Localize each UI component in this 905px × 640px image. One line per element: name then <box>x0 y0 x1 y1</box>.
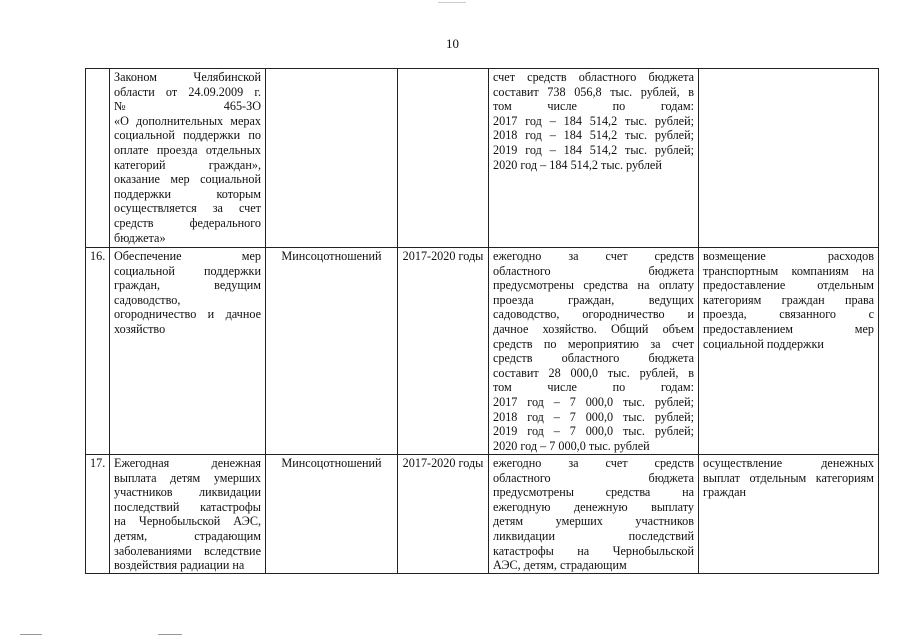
measure-name-cell <box>110 248 266 455</box>
cell-text-line: предусмотрены средства на оплату <box>493 278 694 293</box>
cell-text-line: Ежегодная денежная <box>114 456 261 470</box>
cell-text-line: заболеваниями вследствие <box>114 543 261 558</box>
cell-text-line: проезда, связанного с <box>703 307 874 322</box>
cell-text-line: Обеспечение мер <box>114 249 261 263</box>
cell-text-line: участников ликвидации <box>114 485 261 500</box>
scan-mark-bottom-center <box>158 634 182 635</box>
cell-text-line: 2020 год – 7 000,0 тыс. рублей <box>493 438 650 453</box>
cell-text-line: ежегодно за счет средств <box>493 249 694 263</box>
result-cell <box>699 248 879 455</box>
cell-text-line: областного бюджета <box>493 470 694 485</box>
cell-text-line: 2020 год – 184 514,2 тыс. рублей <box>493 157 662 172</box>
table-row <box>86 455 879 574</box>
executor-cell: Минсоцотношений <box>266 248 398 455</box>
cell-text-line: составит 28 000,0 тыс. рублей, в <box>493 365 694 380</box>
cell-text-line: счет средств областного бюджета <box>493 70 694 84</box>
cell-text-line: оказание мер социальной <box>114 172 261 187</box>
cell-text-line: категорий граждан», <box>114 157 261 172</box>
cell-text-line: хозяйство <box>114 321 166 336</box>
cell-text-line: «О дополнительных мерах <box>114 113 261 128</box>
cell-text-line: 2019 год – 7 000,0 тыс. рублей; <box>493 424 694 439</box>
cell-text-line: осуществление денежных <box>703 456 874 470</box>
cell-text-line: осуществляется за счет <box>114 201 261 216</box>
result-cell <box>699 455 879 574</box>
period-cell: 2017-2020 годы <box>398 455 489 574</box>
cell-text-line: том числе по годам: <box>493 380 694 395</box>
cell-text-line: транспортным компаниям на <box>703 263 874 278</box>
cell-text-line: ликвидации последствий <box>493 528 694 543</box>
period-cell <box>398 69 489 248</box>
cell-text-line: детям умерших участников <box>493 514 694 529</box>
cell-text-line: категориям граждан права <box>703 292 874 307</box>
table-row <box>86 248 879 455</box>
row-number-cell <box>86 69 110 248</box>
row-number-cell: 16. <box>86 248 110 455</box>
cell-text-line: садоводство, огородничество и <box>493 307 694 322</box>
cell-text-line: социальной поддержки <box>703 336 824 351</box>
cell-text-line: областного бюджета <box>493 263 694 278</box>
cell-text-line: области от 24.09.2009 г. <box>114 84 261 99</box>
financing-cell <box>489 455 699 574</box>
cell-text-line: ежегодно за счет средств <box>493 456 694 470</box>
table-row <box>86 69 879 248</box>
cell-text-line: предоставлением мер <box>703 321 874 336</box>
scan-mark-bottom-left <box>20 634 42 635</box>
cell-text-line: огородничество и дачное <box>114 307 261 322</box>
cell-text-line: Законом Челябинской <box>114 70 261 84</box>
cell-text-line: выплата детям умерших <box>114 470 261 485</box>
scan-mark-top <box>438 2 466 3</box>
cell-text-line: катастрофы на Чернобыльской <box>493 543 694 558</box>
cell-text-line: 2017 год – 184 514,2 тыс. рублей; <box>493 113 694 128</box>
cell-text-line: дачное хозяйство. Общий объем <box>493 321 694 336</box>
cell-text-line: социальной поддержки по <box>114 128 261 143</box>
executor-cell: Минсоцотношений <box>266 455 398 574</box>
cell-text-line: социальной поддержки <box>114 263 261 278</box>
cell-text-line: бюджета» <box>114 230 166 245</box>
measure-name-cell <box>110 455 266 574</box>
cell-text-line: предоставление отдельным <box>703 278 874 293</box>
cell-text-line: средств областного бюджета <box>493 351 694 366</box>
financing-cell <box>489 248 699 455</box>
period-cell: 2017-2020 годы <box>398 248 489 455</box>
cell-text-line: садоводство, <box>114 292 181 307</box>
cell-text-line: на Чернобыльской АЭС, <box>114 514 261 529</box>
cell-text-line: детям, страдающим <box>114 528 261 543</box>
cell-text-line: поддержки которым <box>114 186 261 201</box>
cell-text-line: выплат отдельным категориям <box>703 470 874 485</box>
cell-text-line: предусмотрены средства на <box>493 485 694 500</box>
cell-text-line: граждан <box>703 485 747 500</box>
financing-cell <box>489 69 699 248</box>
cell-text-line: 2018 год – 184 514,2 тыс. рублей; <box>493 128 694 143</box>
cell-text-line: граждан, ведущим <box>114 278 261 293</box>
cell-text-line: средств по мероприятию за счет <box>493 336 694 351</box>
cell-text-line: ежегодную денежную выплату <box>493 499 694 514</box>
cell-text-line: проезда граждан, ведущих <box>493 292 694 307</box>
cell-text-line: воздействия радиации на <box>114 558 245 573</box>
row-number-cell: 17. <box>86 455 110 574</box>
cell-text-line: 2018 год – 7 000,0 тыс. рублей; <box>493 409 694 424</box>
page-number: 10 <box>446 36 459 51</box>
result-cell <box>699 69 879 248</box>
cell-text-line: последствий катастрофы <box>114 499 261 514</box>
cell-text-line: оплате проезда отдельных <box>114 142 261 157</box>
cell-text-line: средств федерального <box>114 215 261 230</box>
cell-text-line: составит 738 056,8 тыс. рублей, в <box>493 84 694 99</box>
cell-text-line: АЭС, детям, страдающим <box>493 558 627 573</box>
table-body <box>86 69 879 574</box>
measures-table <box>85 68 879 574</box>
cell-text-line: 2019 год – 184 514,2 тыс. рублей; <box>493 142 694 157</box>
measure-name-cell <box>110 69 266 248</box>
cell-text-line: возмещение расходов <box>703 249 874 263</box>
cell-text-line: № 465-ЗО <box>114 99 261 114</box>
cell-text-line: 2017 год – 7 000,0 тыс. рублей; <box>493 394 694 409</box>
cell-text-line: том числе по годам: <box>493 99 694 114</box>
executor-cell <box>266 69 398 248</box>
